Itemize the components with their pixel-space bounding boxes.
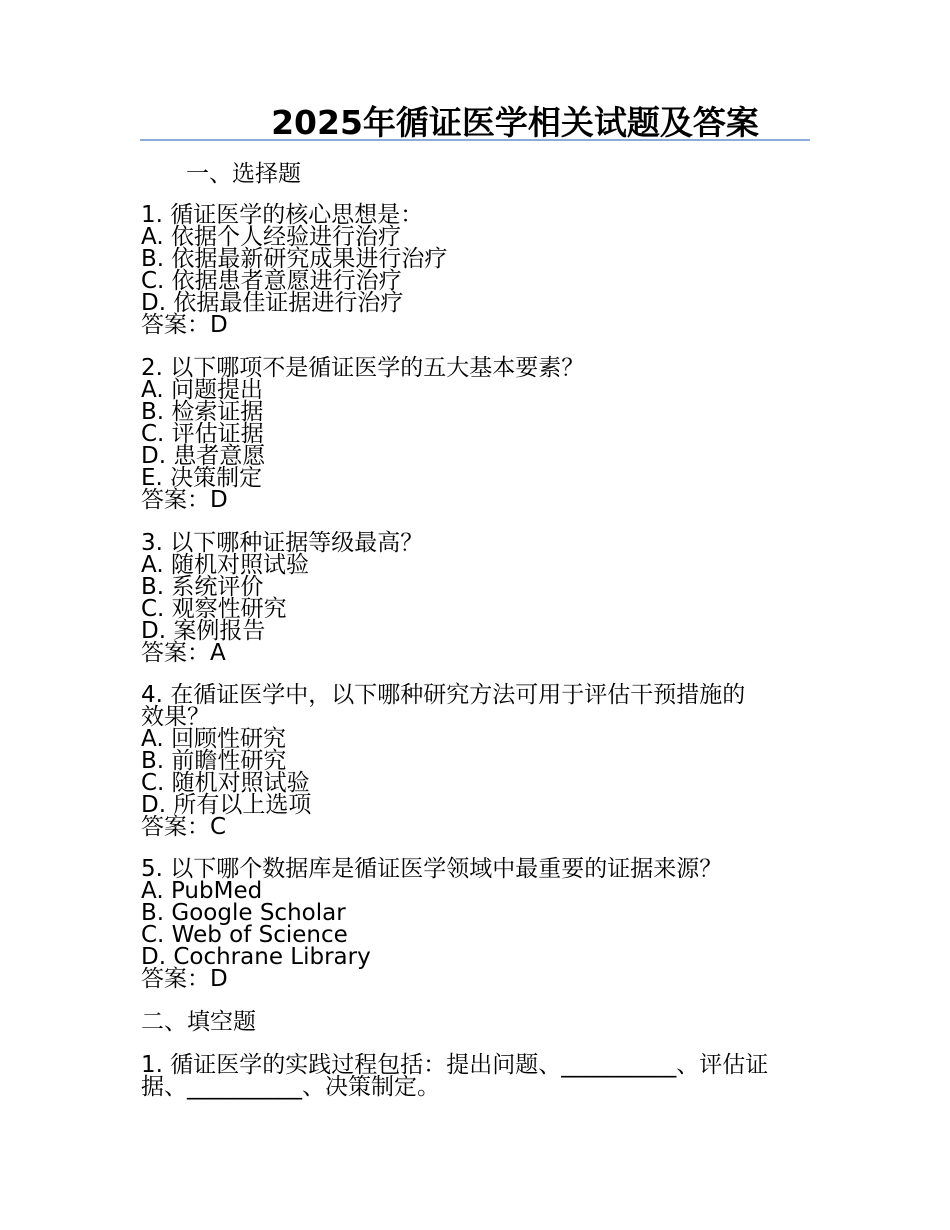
option-d: D. Cochrane Library — [141, 944, 371, 970]
option-b: B. 检索证据 — [141, 399, 264, 425]
option-b: B. 前瞻性研究 — [141, 748, 287, 774]
option-d: D. 依据最佳证据进行治疗 — [141, 290, 404, 316]
section-heading-choice: 一、选择题 — [186, 161, 301, 187]
answer: 答案：C — [141, 814, 227, 840]
section-heading-fill: 二、填空题 — [141, 1009, 256, 1035]
question-text-continued: 效果？ — [141, 704, 210, 730]
question-text: 5. 以下哪个数据库是循证医学领域中最重要的证据来源？ — [141, 856, 723, 882]
option-d: D. 所有以上选项 — [141, 792, 312, 818]
question-text: 2. 以下哪项不是循证医学的五大基本要素？ — [141, 355, 585, 381]
option-b: B. 依据最新研究成果进行治疗 — [141, 246, 448, 272]
question-5 — [141, 858, 811, 990]
question-text: 1. 循证医学的核心思想是： — [141, 202, 424, 228]
option-a: A. 回顾性研究 — [141, 726, 286, 752]
option-a: A. 依据个人经验进行治疗 — [141, 224, 401, 250]
title-underline — [140, 139, 810, 141]
option-c: C. 依据患者意愿进行治疗 — [141, 268, 402, 294]
question-4 — [141, 684, 811, 838]
answer: 答案：A — [141, 640, 226, 666]
answer: 答案：D — [141, 312, 228, 338]
fill-text-line-1: 1. 循证医学的实践过程包括：提出问题、__________、评估证 — [141, 1052, 769, 1078]
question-3 — [141, 532, 811, 664]
option-b: B. Google Scholar — [141, 900, 346, 926]
answer: 答案：D — [141, 487, 228, 513]
fill-question-1 — [141, 1054, 811, 1098]
option-d: D. 患者意愿 — [141, 443, 266, 469]
option-a: A. 随机对照试验 — [141, 552, 309, 578]
option-a: A. PubMed — [141, 878, 263, 904]
option-c: C. 观察性研究 — [141, 596, 287, 622]
question-text: 4. 在循证医学中，以下哪种研究方法可用于评估干预措施的 — [141, 682, 746, 708]
option-c: C. Web of Science — [141, 922, 348, 948]
question-2 — [141, 357, 811, 511]
answer: 答案：D — [141, 966, 228, 992]
document-title: 2025年循证医学相关试题及答案 — [271, 103, 759, 142]
question-1 — [141, 204, 811, 336]
option-c: C. 随机对照试验 — [141, 770, 310, 796]
option-a: A. 问题提出 — [141, 377, 263, 403]
option-d: D. 案例报告 — [141, 618, 266, 644]
fill-text-line-2: 据、__________、决策制定。 — [141, 1074, 440, 1100]
option-b: B. 系统评价 — [141, 574, 264, 600]
option-e: E. 决策制定 — [141, 465, 263, 491]
question-text: 3. 以下哪种证据等级最高？ — [141, 530, 424, 556]
option-c: C. 评估证据 — [141, 421, 264, 447]
